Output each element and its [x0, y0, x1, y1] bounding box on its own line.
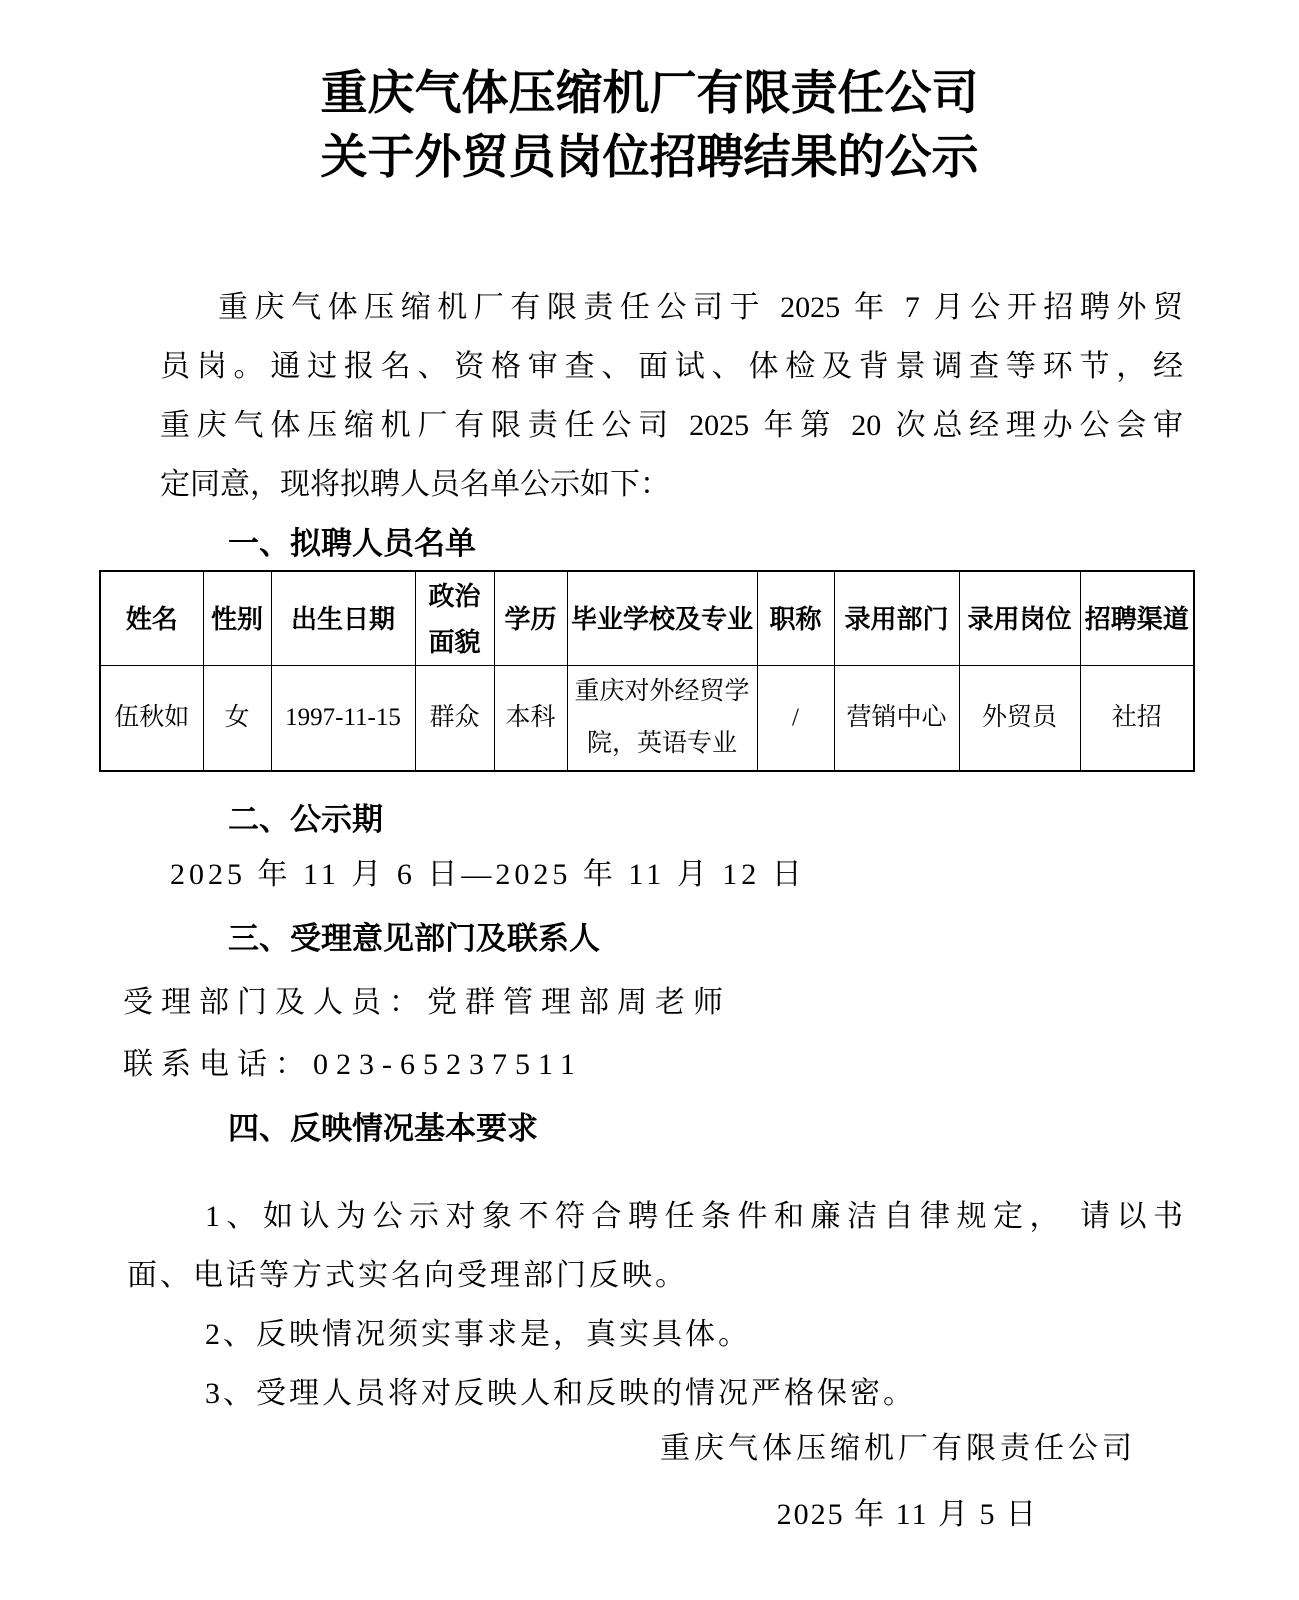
- cell-birthdate: 1997-11-15: [271, 666, 415, 772]
- contact-phone-line: 联系电话：023-65237511: [123, 1048, 583, 1081]
- intro-line-3: 重庆气体压缩机厂有限责任公司 2025 年第 20 次总经理办公会审: [160, 409, 1183, 442]
- document-title-line1: 重庆气体压缩机厂有限责任公司: [320, 68, 979, 120]
- intro-line-4: 定同意，现将拟聘人员名单公示如下：: [160, 468, 670, 501]
- section4-heading: 四、反映情况基本要求: [228, 1111, 538, 1146]
- cell-recruitment-channel: 社招: [1080, 666, 1194, 772]
- col-header-birthdate: 出生日期: [271, 571, 415, 666]
- cell-hiring-department: 营销中心: [834, 666, 959, 772]
- col-header-recruitment-channel: 招聘渠道: [1080, 571, 1194, 666]
- col-header-school-major: 毕业学校及专业: [567, 571, 757, 666]
- document-title-line2: 关于外贸员岗位招聘结果的公示: [320, 132, 979, 184]
- signature-company: 重庆气体压缩机厂有限责任公司: [660, 1432, 1136, 1465]
- col-header-political-status: 政治面貌: [415, 571, 494, 666]
- intro-line-1: 重庆气体压缩机厂有限责任公司于 2025 年 7 月公开招聘外贸: [218, 291, 1183, 324]
- contact-department-line: 受理部门及人员：党群管理部周老师: [123, 986, 731, 1019]
- col-header-hiring-department: 录用部门: [834, 571, 959, 666]
- cell-hiring-position: 外贸员: [959, 666, 1080, 772]
- cell-education: 本科: [494, 666, 567, 772]
- cell-gender: 女: [203, 666, 271, 772]
- requirement-item-1: [127, 1187, 1183, 1305]
- cell-title: /: [757, 666, 834, 772]
- requirement-item-1-line-2: 面、电话等方式实名向受理部门反映。: [127, 1259, 688, 1292]
- roster-header-row: [100, 571, 1194, 666]
- section1-heading: 一、拟聘人员名单: [228, 526, 476, 561]
- roster-table: [99, 570, 1195, 772]
- cell-name: 伍秋如: [100, 666, 203, 772]
- document-title: [0, 62, 1299, 190]
- section3-heading: 三、受理意见部门及联系人: [228, 921, 600, 956]
- cell-school-major: 重庆对外经贸学院，英语专业: [567, 666, 757, 772]
- col-header-name: 姓名: [100, 571, 203, 666]
- signature-date: 2025 年 11 月 5 日: [776, 1498, 1038, 1531]
- publicity-period: 2025 年 11 月 6 日—2025 年 11 月 12 日: [170, 858, 806, 891]
- col-header-gender: 性别: [203, 571, 271, 666]
- intro-line-2: 员岗。通过报名、资格审查、面试、体检及背景调查等环节，经: [160, 350, 1183, 383]
- requirement-item-1-line-1: 1、如认为公示对象不符合聘任条件和廉洁自律规定， 请以书: [205, 1200, 1183, 1233]
- roster-data-row: [100, 666, 1194, 772]
- cell-political-status: 群众: [415, 666, 494, 772]
- requirement-item-2: 2、反映情况须实事求是，真实具体。: [205, 1318, 751, 1351]
- col-header-title: 职称: [757, 571, 834, 666]
- intro-paragraph: [160, 278, 1183, 514]
- requirement-item-3: 3、受理人员将对反映人和反映的情况严格保密。: [205, 1377, 916, 1410]
- section2-heading: 二、公示期: [228, 802, 383, 837]
- col-header-education: 学历: [494, 571, 567, 666]
- col-header-hiring-position: 录用岗位: [959, 571, 1080, 666]
